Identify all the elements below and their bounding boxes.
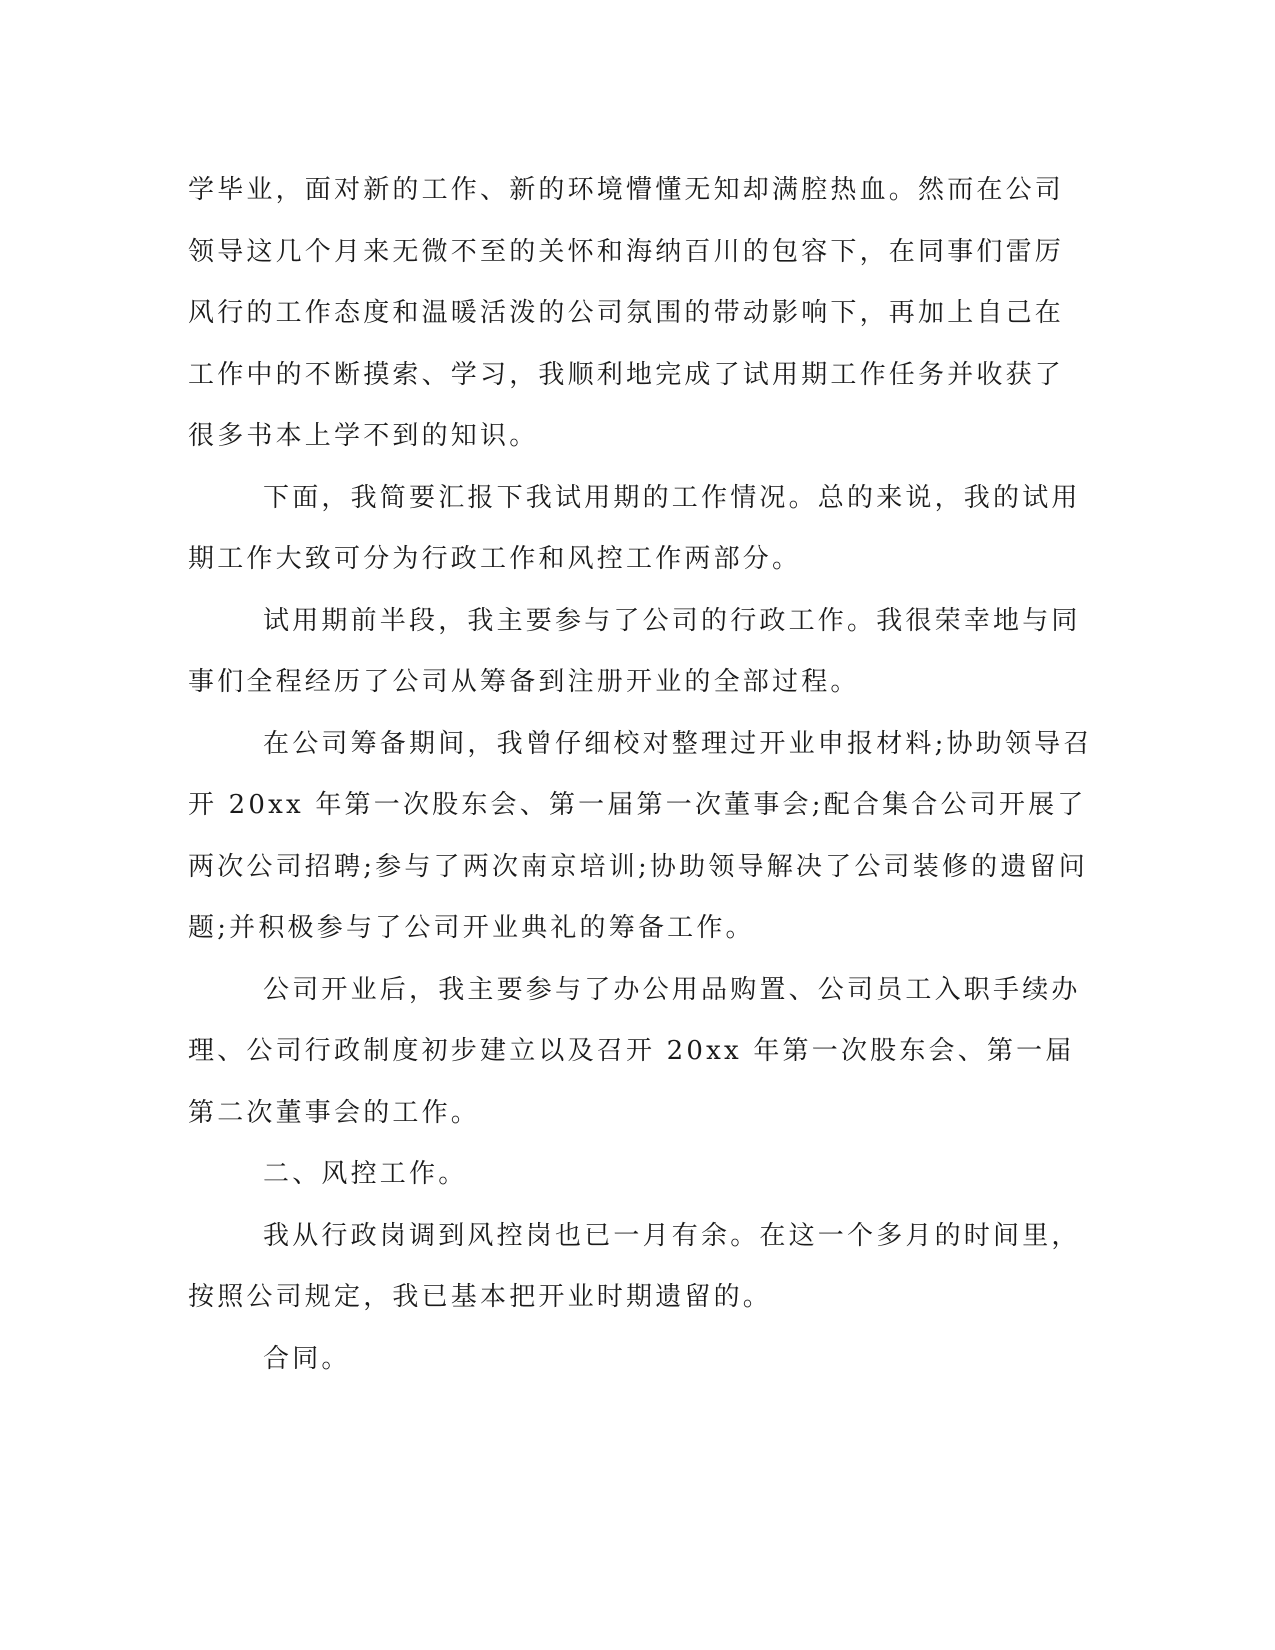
paragraph-5: 公司开业后，我主要参与了办公用品购置、公司员工入职手续办理、公司行政制度初步建立以及召开 20xx 年第一次股东会、第一届第二次董事会的工作。 [188, 974, 1081, 1128]
document-body [188, 160, 1093, 1390]
paragraph-7: 合同。 [263, 1343, 351, 1374]
paragraph-3: 试用期前半段，我主要参与了公司的行政工作。我很荣幸地与同事们全程经历了公司从筹备到注册开业的全部过程。 [188, 605, 1081, 697]
paragraph-2: 下面，我简要汇报下我试用期的工作情况。总的来说，我的试用期工作大致可分为行政工作和风控工作两部分。 [188, 482, 1081, 574]
paragraph-6: 我从行政岗调到风控岗也已一月有余。在这一个多月的时间里，按照公司规定，我已基本把开业时期遗留的。 [188, 1220, 1081, 1312]
paragraph-1: 学毕业，面对新的工作、新的环境懵懂无知却满腔热血。然而在公司领导这几个月来无微不至的关怀和海纳百川的包容下，在同事们雷厉风行的工作态度和温暖活泼的公司氛围的带动影响下，再加上自己在工作中的不断摸索、学习，我顺利地完成了试用期工作任务并收获了很多书本上学不到的知识。 [188, 175, 1065, 451]
section-heading-risk-control: 二、风控工作。 [263, 1159, 468, 1189]
paragraph-4: 在公司筹备期间，我曾仔细校对整理过开业申报材料;协助领导召开 20xx 年第一次股东会、第一届第一次董事会;配合集合公司开展了两次公司招聘;参与了两次南京培训;协助领导解决了公司装修的遗留问题;并积极参与了公司开业典礼的筹备工作。 [188, 728, 1093, 943]
